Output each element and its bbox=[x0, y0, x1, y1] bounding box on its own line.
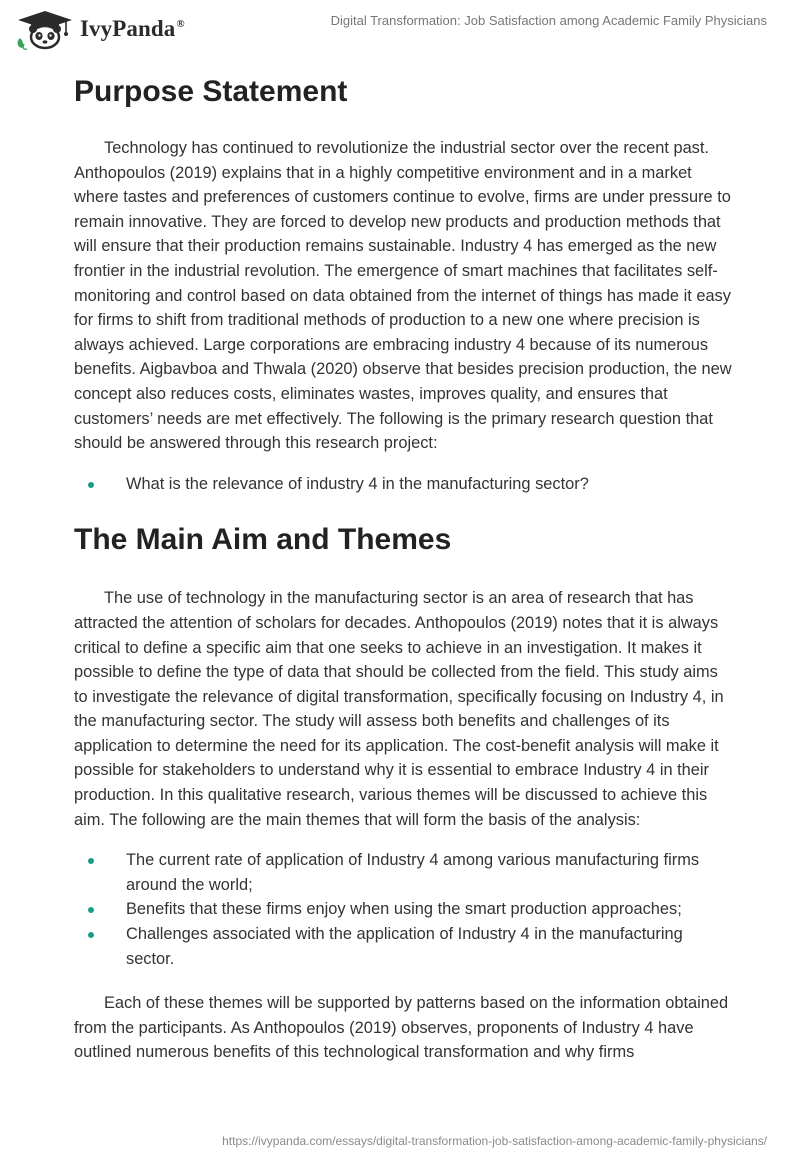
paragraph-purpose: Technology has continued to revolutionize the industrial sector over the recent past. Anthopoulos (2019) explains that in a highly competitive environment and in a market where tastes and preferences of customers continue to evolve, firms are under pressure to remain innovative. They are forced to develop new products and production methods that will ensure that their production remains sustainable. Industry 4 has emerged as the new frontier in the industrial revolution. The emergence of smart machines that facilitates self-monitoring and control based on data obtained from the internet of things has made it easy for firms to shift from traditional methods of production to a new one where precision is always achieved. Large corporations are embracing industry 4 because of its numerous benefits. Aigbavboa and Thwala (2020) observe that besides precision production, the new concept also reduces costs, eliminates wastes, improves quality, and ensures that customers’ needs are met effectively. The following is the primary research question that should be answered through this research project: bbox=[74, 139, 732, 453]
document-title: Digital Transformation: Job Satisfaction among Academic Family Physicians bbox=[330, 13, 767, 28]
paragraph-aim: The use of technology in the manufacturing sector is an area of research that has attracted the attention of scholars for decades. Anthopoulos (2019) notes that it is always critical to define a specific aim that one seeks to achieve in an investigation. It makes it possible to define the type of data that should be collected from the field. This study aims to investigate the relevance of digital transformation, specifically focusing on Industry 4, in the manufacturing sector. The study will assess both benefits and challenges of its application to determine the need for its application. The cost-benefit analysis will make it possible for stakeholders to understand why it is essential to embrace Industry 4 in their production. In this qualitative research, various themes will be discussed to achieve this aim. The following are the main themes that will form the basis of the analysis: bbox=[74, 589, 724, 829]
logo-wordmark: IvyPanda® bbox=[80, 16, 185, 41]
bullet-icon bbox=[88, 858, 94, 864]
list-item: What is the relevance of industry 4 in the manufacturing sector? bbox=[74, 472, 734, 497]
source-url[interactable]: https://ivypanda.com/essays/digital-transformation-job-satisfaction-among-academic-family-physicians/ bbox=[222, 1134, 767, 1148]
list-item: The current rate of application of Industry 4 among various manufacturing firms around the world; bbox=[74, 848, 734, 897]
page-header bbox=[0, 0, 800, 60]
bullet-icon bbox=[88, 482, 94, 488]
essay-content bbox=[74, 66, 734, 1065]
panda-graduate-icon bbox=[14, 8, 76, 50]
research-question-list bbox=[74, 472, 734, 497]
bullet-icon bbox=[88, 907, 94, 913]
section-heading-purpose: Purpose Statement bbox=[74, 75, 348, 108]
section-heading-aim: The Main Aim and Themes bbox=[74, 523, 452, 557]
paragraph-themes-support: Each of these themes will be supported by patterns based on the information obtained from the participants. As Anthopoulos (2019) observes, proponents of Industry 4 have outlined numerous benefits of this technological transformation and why firms bbox=[74, 994, 729, 1062]
bullet-icon bbox=[88, 932, 94, 938]
themes-list bbox=[74, 848, 734, 971]
ivypanda-logo[interactable] bbox=[14, 8, 185, 50]
list-item: Benefits that these firms enjoy when using the smart production approaches; bbox=[74, 897, 734, 922]
list-item: Challenges associated with the application of Industry 4 in the manufacturing sector. bbox=[74, 922, 734, 971]
